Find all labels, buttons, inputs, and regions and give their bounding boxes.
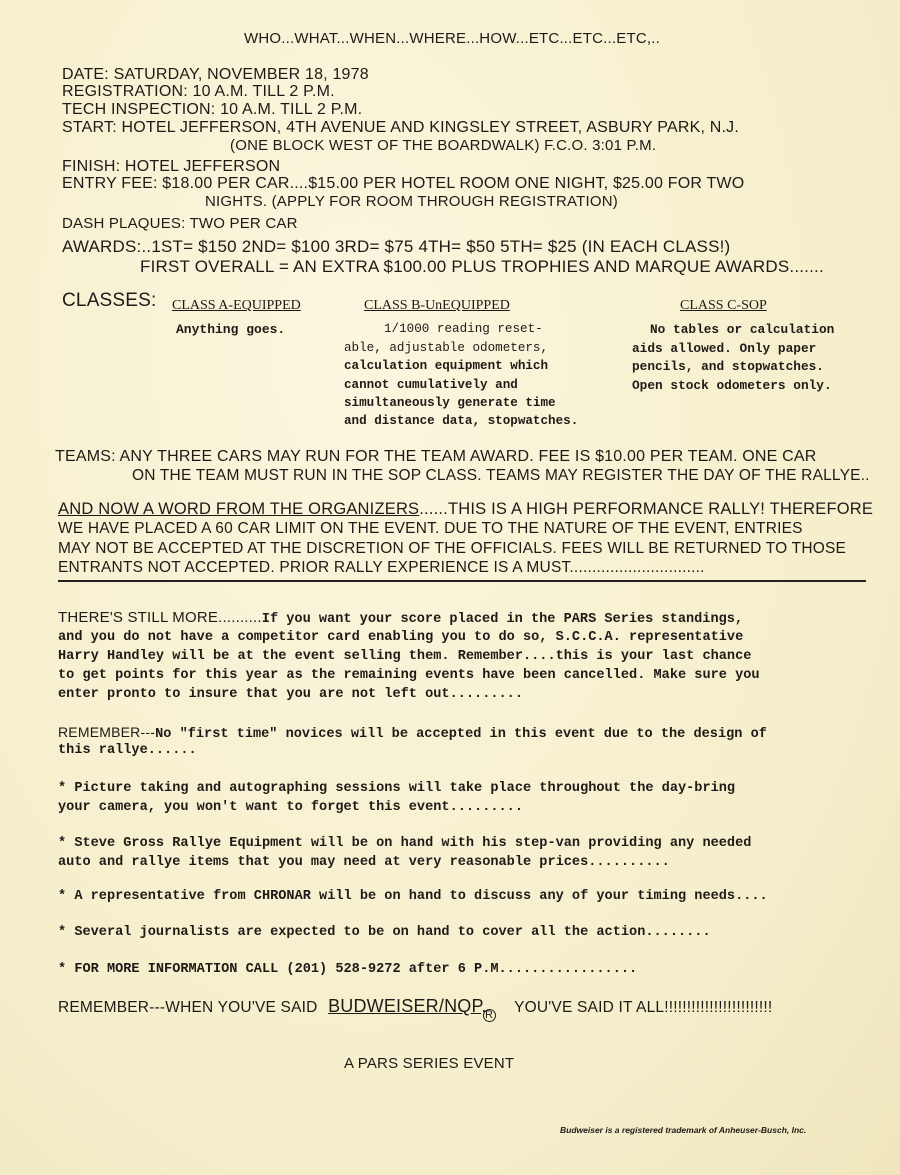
class-c-line-4: Open stock odometers only.: [632, 378, 832, 393]
class-c-line-2: aids allowed. Only paper: [632, 341, 817, 356]
class-b-line-4: cannot cumulatively and: [344, 378, 518, 392]
finish-line: FINISH: HOTEL JEFFERSON: [62, 158, 281, 175]
organizers-line-4: ENTRANTS NOT ACCEPTED. PRIOR RALLY EXPERIENCE IS A MUST..............................: [58, 559, 705, 576]
more-line-1-text: If you want your score placed in the PARS Series standings,: [261, 612, 744, 627]
more-lead: THERE'S STILL MORE..........: [58, 609, 262, 626]
more-line-5: enter pronto to insure that you are not left out.........: [58, 687, 523, 702]
class-a-title: CLASS A-EQUIPPED: [172, 298, 301, 313]
awards-line-2: FIRST OVERALL = AN EXTRA $100.00 PLUS TROPHIES AND MARQUE AWARDS.......: [140, 257, 824, 276]
section-divider: [58, 580, 866, 582]
closing-brand: BUDWEISER/NQP,: [328, 996, 487, 1016]
organizers-lead: AND NOW A WORD FROM THE ORGANIZERS: [58, 500, 420, 518]
remember-line-2: this rallye......: [58, 743, 197, 758]
registered-mark-icon: R: [483, 1009, 496, 1022]
entry-fee-line: ENTRY FEE: $18.00 PER CAR....$15.00 PER HOTEL ROOM ONE NIGHT, $25.00 FOR TWO: [62, 175, 745, 192]
class-b-line-6: and distance data, stopwatches.: [344, 414, 579, 428]
bullet-steve-line-1: * Steve Gross Rallye Equipment will be on hand with his step-van providing any needed: [58, 836, 752, 851]
class-a-desc: Anything goes.: [176, 322, 286, 337]
more-line-2: and you do not have a competitor card enabling you to do so, S.C.C.A. representative: [58, 630, 744, 645]
registration-line: REGISTRATION: 10 A.M. TILL 2 P.M.: [62, 83, 335, 100]
remember-lead: REMEMBER---: [58, 724, 156, 740]
bullet-picture-line-1: * Picture taking and autographing sessions will take place throughout the day-bring: [58, 781, 736, 796]
class-c-title: CLASS C-SOP: [680, 298, 767, 313]
class-b-line-1: 1/1000 reading reset-: [384, 322, 543, 336]
closing-part-1: REMEMBER---WHEN YOU'VE SAID: [58, 999, 318, 1016]
bullet-chronar: * A representative from CHRONAR will be on hand to discuss any of your timing needs....: [58, 889, 768, 904]
organizers-line-3: MAY NOT BE ACCEPTED AT THE DISCRETION OF THE OFFICIALS. FEES WILL BE RETURNED TO THOSE: [58, 540, 847, 557]
tech-inspection-line: TECH INSPECTION: 10 A.M. TILL 2 P.M.: [62, 101, 363, 118]
start-line-2: (ONE BLOCK WEST OF THE BOARDWALK) F.C.O. 3:01 P.M.: [230, 137, 657, 154]
bullet-steve-line-2: auto and rallye items that you may need at very reasonable prices..........: [58, 855, 670, 870]
bullet-info: * FOR MORE INFORMATION CALL (201) 528-9272 after 6 P.M.................: [58, 962, 638, 977]
bullet-journalists: * Several journalists are expected to be on hand to cover all the action........: [58, 925, 711, 940]
more-line-4: to get points for this year as the remaining events have been cancelled. Make sure you: [58, 668, 760, 683]
class-b-title: CLASS B-UnEQUIPPED: [364, 298, 510, 313]
class-b-line-3: calculation equipment which: [344, 359, 549, 373]
entry-fee-line-2: NIGHTS. (APPLY FOR ROOM THROUGH REGISTRATION): [205, 193, 618, 210]
closing-line: [58, 996, 772, 1022]
start-line: START: HOTEL JEFFERSON, 4TH AVENUE AND KINGSLEY STREET, ASBURY PARK, N.J.: [62, 119, 739, 136]
organizers-line-1: [58, 500, 873, 519]
class-b-line-5: simultaneously generate time: [344, 396, 556, 410]
class-b-line-2: able, adjustable odometers,: [344, 341, 549, 355]
class-c-line-3: pencils, and stopwatches.: [632, 359, 824, 374]
dash-plaques-line: DASH PLAQUES: TWO PER CAR: [62, 215, 298, 232]
remember-line-1-text: No "first time" novices will be accepted in this event due to the design of: [155, 727, 767, 742]
more-line-1: [58, 608, 743, 630]
organizers-line-2: WE HAVE PLACED A 60 CAR LIMIT ON THE EVENT. DUE TO THE NATURE OF THE EVENT, ENTRIES: [58, 520, 803, 537]
bullet-picture-line-2: your camera, you won't want to forget this event.........: [58, 800, 523, 815]
date-line: DATE: SATURDAY, NOVEMBER 18, 1978: [62, 66, 369, 83]
class-c-line-1: No tables or calculation: [650, 322, 835, 337]
teams-line-2: ON THE TEAM MUST RUN IN THE SOP CLASS. TEAMS MAY REGISTER THE DAY OF THE RALLYE..: [132, 467, 870, 484]
classes-label: CLASSES:: [62, 290, 157, 311]
teams-line: TEAMS: ANY THREE CARS MAY RUN FOR THE TEAM AWARD. FEE IS $10.00 PER TEAM. ONE CAR: [55, 448, 817, 465]
awards-line: AWARDS:..1ST= $150 2ND= $100 3RD= $75 4TH= $50 5TH= $25 (IN EACH CLASS!): [62, 237, 731, 256]
closing-part-2: YOU'VE SAID IT ALL!!!!!!!!!!!!!!!!!!!!!!!!: [514, 999, 773, 1016]
trademark-notice: Budweiser is a registered trademark of Anheuser-Busch, Inc.: [560, 1125, 807, 1135]
organizers-line-1-rest: ......THIS IS A HIGH PERFORMANCE RALLY! THEREFORE: [419, 500, 874, 518]
header-line: WHO...WHAT...WHEN...WHERE...HOW...ETC...ETC...ETC,..: [244, 30, 660, 47]
event-footer: A PARS SERIES EVENT: [344, 1055, 515, 1072]
more-line-3: Harry Handley will be at the event selling them. Remember....this is your last chance: [58, 649, 752, 664]
